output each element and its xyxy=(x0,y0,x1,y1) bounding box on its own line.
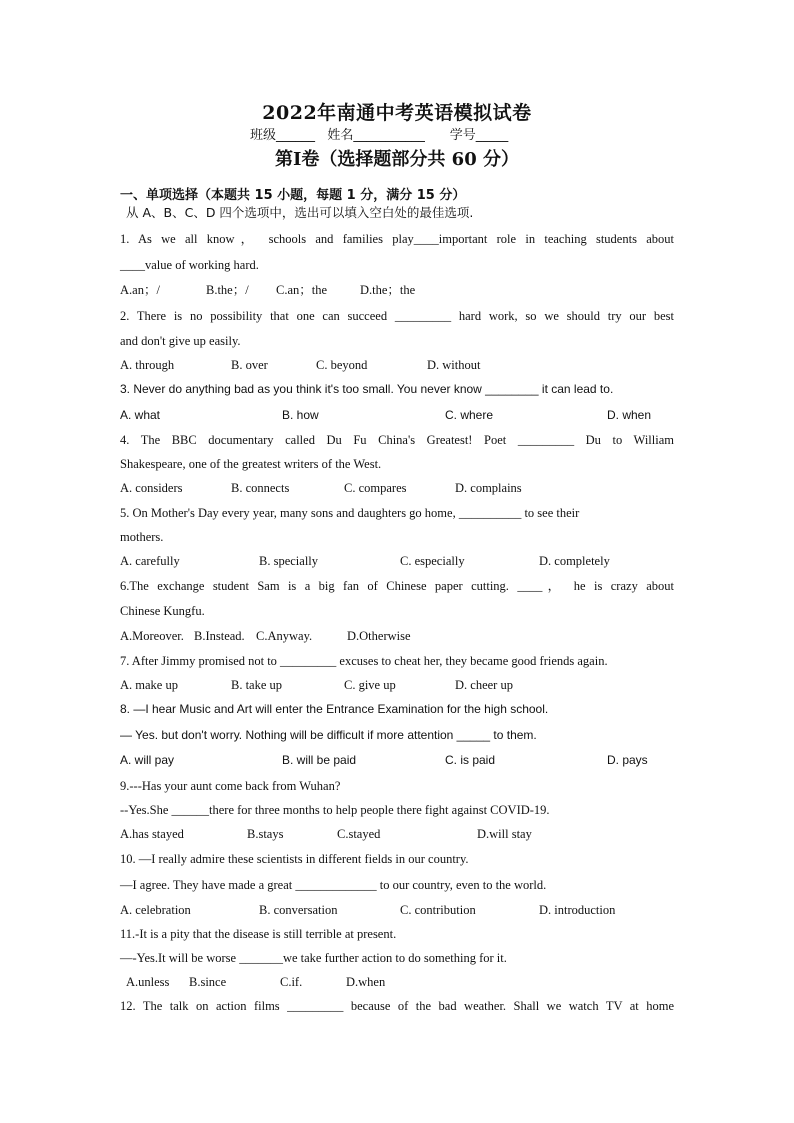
option-a: A. through xyxy=(120,358,175,372)
question-text: 6.The exchange student Sam is a big fan of Chinese paper cutting. ____， he is crazy about xyxy=(120,579,674,593)
option-c: C. where xyxy=(445,408,494,422)
option-b: B. connects xyxy=(231,481,290,495)
question-text: 9.---Has your aunt come back from Wuhan? xyxy=(120,779,341,793)
option-b: B.stays xyxy=(247,827,284,841)
question-text: Shakespeare, one of the greatest writers of the West. xyxy=(120,457,382,471)
option-a: A. considers xyxy=(120,481,183,495)
part-subtitle: 第Ⅰ卷（选择题部分共 60 分） xyxy=(274,149,519,170)
question-text: Chinese Kungfu. xyxy=(120,604,205,618)
question-text: --Yes.She ______there for three months to help people there fight against COVID-19. xyxy=(120,803,550,817)
question-text: 3. Never do anything bad as you think it's too small. You never know ________ it can lead to. xyxy=(120,382,614,396)
option-b: B. how xyxy=(282,408,319,422)
option-d: D. complains xyxy=(455,481,522,495)
option-d: D. without xyxy=(427,358,481,372)
option-a: A. carefully xyxy=(120,554,180,568)
option-d: D. cheer up xyxy=(455,678,513,692)
option-c: C.stayed xyxy=(337,827,381,841)
option-d: D. pays xyxy=(607,753,648,767)
question-text: 1. As we all know， schools and families play____important role in teaching students about xyxy=(120,232,674,246)
page-title: 2022年南通中考英语模拟试卷 xyxy=(262,102,532,124)
question-text: — Yes. but don't worry. Nothing will be difficult if more attention _____ to them. xyxy=(120,728,537,742)
question-text: ____value of working hard. xyxy=(120,258,259,272)
option-b: B. specially xyxy=(259,554,319,568)
question-text: 10. —I really admire these scientists in different fields in our country. xyxy=(120,852,469,866)
option-d: D.when xyxy=(346,975,386,989)
question-text: 4. The BBC documentary called Du Fu China's Greatest! Poet _________ Du to William xyxy=(120,433,674,447)
option-a: A. celebration xyxy=(120,903,191,917)
option-a: A.has stayed xyxy=(120,827,184,841)
section-instruction: 从 A、B、C、D 四个选项中，选出可以填入空白处的最佳选项. xyxy=(126,205,474,220)
option-b: B. will be paid xyxy=(282,753,357,767)
option-c: C. is paid xyxy=(445,753,496,767)
option-d: D.the；the xyxy=(360,283,416,297)
option-c: C.Anyway. xyxy=(256,629,313,643)
option-d: D. when xyxy=(607,408,652,422)
question-text: 5. On Mother's Day every year, many sons and daughters go home, __________ to see their xyxy=(120,506,580,520)
option-c: C.if. xyxy=(280,975,303,989)
option-d: D. completely xyxy=(539,554,610,568)
section-heading: 一、单项选择（本题共 15 小题，每题 1 分，满分 15 分） xyxy=(120,188,466,203)
option-b: B. take up xyxy=(231,678,283,692)
option-c: C.an；the xyxy=(276,283,328,297)
option-b: B.the；/ xyxy=(206,283,249,297)
question-text: and don't give up easily. xyxy=(120,334,241,348)
question-text: —-Yes.It will be worse _______we take further action to do something for it. xyxy=(120,951,507,965)
option-d: D. introduction xyxy=(539,903,616,917)
option-a: A. what xyxy=(120,408,161,422)
option-c: C. give up xyxy=(344,678,396,692)
option-d: D.Otherwise xyxy=(347,629,411,643)
option-c: C. contribution xyxy=(400,903,476,917)
option-a: A. make up xyxy=(120,678,178,692)
question-text: 11.-It is a pity that the disease is still terrible at present. xyxy=(120,927,397,941)
option-c: C. beyond xyxy=(316,358,368,372)
option-b: B. over xyxy=(231,358,268,372)
question-text: 12. The talk on action films _________ because of the bad weather. Shall we watch TV at home xyxy=(120,999,674,1013)
question-text: 8. —I hear Music and Art will enter the Entrance Examination for the high school. xyxy=(120,702,549,716)
student-info-line: 班级______ 姓名___________ 学号_____ xyxy=(250,128,509,143)
question-text: mothers. xyxy=(120,530,164,544)
option-b: B.since xyxy=(189,975,227,989)
question-text: 7. After Jimmy promised not to _________ excuses to cheat her, they became good friends again. xyxy=(120,654,608,668)
option-c: C. compares xyxy=(344,481,407,495)
option-a: A.Moreover. xyxy=(120,629,184,643)
option-d: D.will stay xyxy=(477,827,532,841)
option-a: A.unless xyxy=(126,975,170,989)
question-text: 2. There is no possibility that one can succeed _________ hard work, so we should try our best xyxy=(120,309,674,323)
option-a: A.an；/ xyxy=(120,283,160,297)
option-c: C. especially xyxy=(400,554,465,568)
question-text: —I agree. They have made a great _____________ to our country, even to the world. xyxy=(120,878,547,892)
option-b: B.Instead. xyxy=(194,629,245,643)
option-b: B. conversation xyxy=(259,903,338,917)
option-a: A. will pay xyxy=(120,753,175,767)
